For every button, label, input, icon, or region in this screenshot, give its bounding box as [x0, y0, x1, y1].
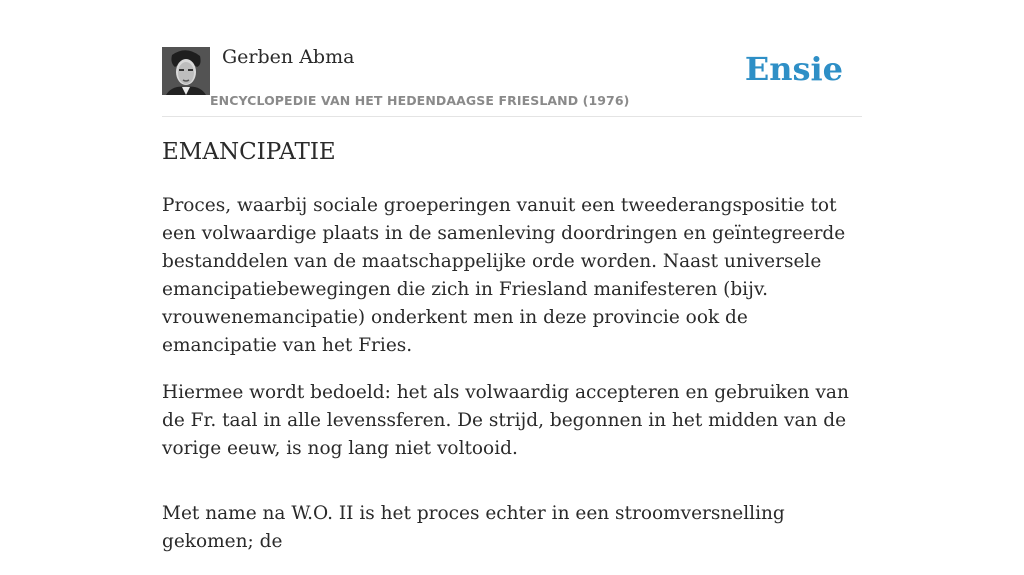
article-body	[162, 192, 862, 575]
page-title: EMANCIPATIE	[162, 139, 336, 165]
author-avatar-icon[interactable]	[162, 47, 210, 95]
source-label[interactable]: ENCYCLOPEDIE VAN HET HEDENDAAGSE FRIESLAND (1976)	[210, 93, 630, 108]
article-paragraph: Met name na W.O. II is het proces echter in een stroomversnelling gekomen; de	[162, 503, 785, 552]
article-header	[162, 46, 862, 117]
article-paragraph: Proces, waarbij sociale groeperingen vanuit een tweederangspositie tot een volwaardige plaats in de samenleving doordringen en geïntegreerde bestanddelen van de maatschappelijke orde worden. Naast universele emancipatiebewegingen die zich in Friesland manifesteren (bijv. vrouwenemancipatie) onderkent men in deze provincie ook de emancipatie van het Fries.	[162, 195, 846, 356]
author-name[interactable]: Gerben Abma	[222, 46, 355, 68]
ensie-logo[interactable]: Ensie	[744, 50, 843, 88]
article-paragraph: Hiermee wordt bedoeld: het als volwaardig accepteren en gebruiken van de Fr. taal in alle levenssferen. De strijd, begonnen in het midden van de vorige eeuw, is nog lang niet voltooid.	[162, 382, 849, 459]
